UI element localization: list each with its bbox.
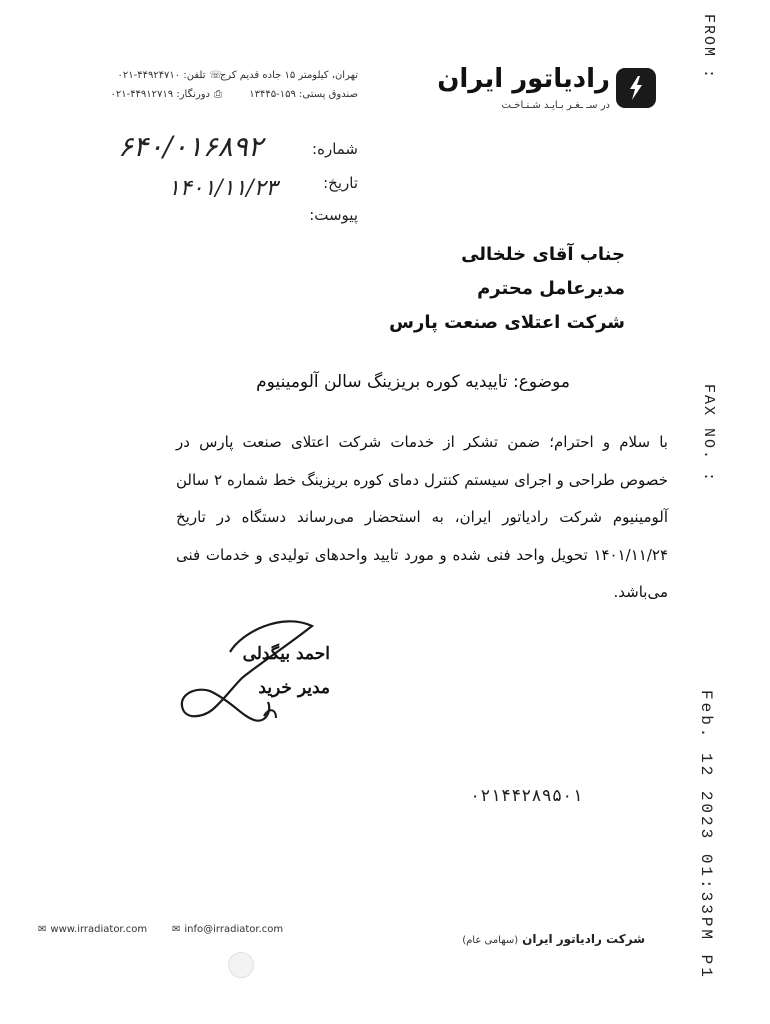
address-line-2: صندوق پستی: ۱۵۹-۱۳۴۴۵ (249, 89, 358, 100)
addressee-block (225, 238, 625, 340)
phone-row (42, 66, 222, 85)
handwritten-signature-icon (172, 612, 332, 732)
letter-number-label: شماره: (312, 140, 358, 158)
signature-block (172, 612, 332, 732)
sender-fax-phone: ۰۲۱۴۴۲۸۹۵۰۱ (470, 788, 583, 807)
website-url: www.irradiator.com (50, 924, 148, 935)
footer-company (462, 932, 645, 946)
signer-name: احمد بیگدلی (242, 644, 330, 664)
addressee-company: شرکت اعتلای صنعت پارس (389, 312, 625, 333)
letter-body: با سلام و احترام؛ ضمن تشکر از خدمات شرکت اعتلای صنعت پارس در خصوص طراحی و اجرای سیستم کنترل دمای کوره بریزینگ خط شماره ۲ سالن آلومینیوم شرکت رادیاتور ایران، به استحضار می‌رساند دستگاه در تاریخ ۱۴۰۱/۱۱/۲۴ تحویل واحد فنی شده و مورد تایید واحدهای تولیدی و خدمات فنی می‌باشد. (176, 433, 668, 601)
punch-hole (228, 952, 254, 978)
addressee-title: مدیرعامل محترم (477, 278, 625, 299)
fax-timestamp: Feb. 12 2023 01:33PM P1 (697, 690, 715, 980)
footer-company-type: (سهامی عام) (462, 935, 519, 946)
fax-number-label: FAX NO. : (700, 384, 717, 484)
company-address (198, 66, 358, 104)
footer-company-name: شرکت رادیاتور ایران (522, 932, 645, 946)
email-address: info@irradiator.com (184, 924, 284, 935)
signer-title: مدیر خرید (258, 678, 330, 698)
company-logo-name: رادیاتور ایران (437, 64, 610, 94)
company-contact (42, 66, 222, 104)
fax-number: دورنگار: ۴۴۹۱۲۷۱۹-۰۲۱ (110, 89, 210, 100)
company-slogan: در سـ ـغـر بـایـد شـنـاخـت (501, 100, 610, 111)
logo-mark-icon (616, 68, 656, 108)
letter-subject: موضوع: تاییدیه کوره بریزینگ سالن آلومینیوم (256, 372, 570, 392)
address-line-1: تهران، کیلومتر ۱۵ جاده قدیم کرج (219, 70, 358, 81)
letter-date-value: ۱۴۰۱/۱۱/۲۳ (168, 176, 278, 201)
globe-icon: ✉ (38, 924, 47, 935)
letter-number-value: ۶۴۰/۰۱۶۸۹۲ (118, 130, 263, 163)
email-icon: ✉ (172, 924, 181, 935)
phone-icon: ☏ (209, 70, 222, 81)
addressee-name: جناب آقای خلخالی (461, 244, 625, 265)
letter-date-label: تاریخ: (323, 174, 358, 192)
phone-number: تلفن: ۴۴۹۲۴۷۱۰-۰۲۱ (117, 70, 206, 81)
footer-website (38, 924, 147, 935)
letter-attachment-label: پیوست: (309, 206, 358, 224)
footer-email (172, 924, 283, 935)
fax-row (42, 85, 222, 104)
company-logo (428, 60, 664, 122)
fax-from-label: FROM : (700, 14, 717, 81)
fax-machine-icon: ⎙ (214, 89, 222, 100)
